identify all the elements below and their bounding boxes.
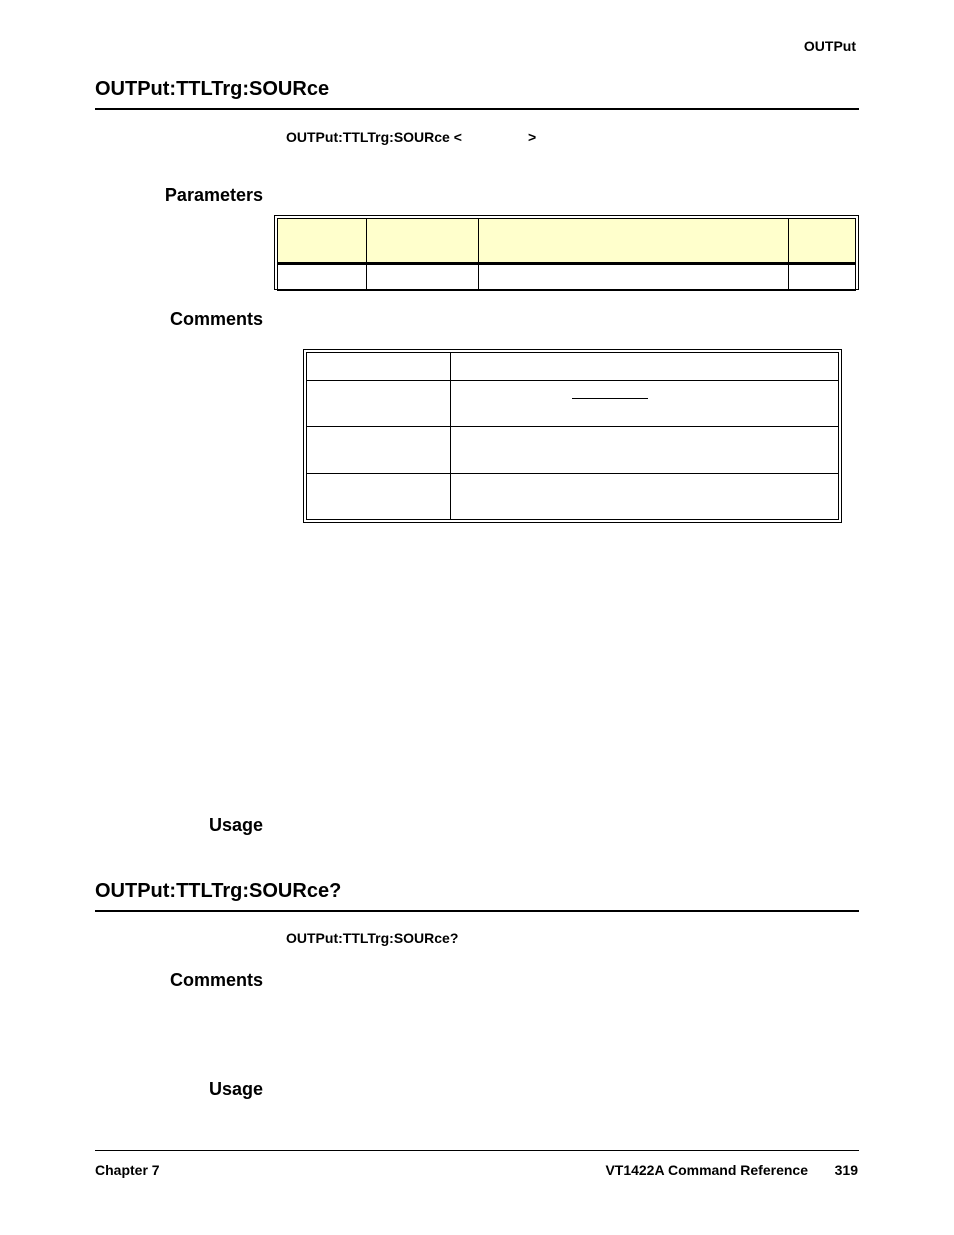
param-header-cell (789, 219, 856, 264)
comments-table-row (307, 381, 839, 427)
comments-cell (307, 473, 451, 519)
footer-page-number: 319 (834, 1162, 858, 1178)
section-rule-source (95, 108, 859, 110)
comments-cell (451, 473, 839, 519)
comments-table-row (307, 473, 839, 519)
param-cell (479, 264, 789, 291)
usage-heading-source: Usage (208, 815, 263, 835)
footer-reference-title: VT1422A Command Reference (605, 1162, 808, 1178)
comments-cell (451, 353, 839, 381)
parameters-table (274, 215, 859, 290)
param-header-cell (367, 219, 479, 264)
section-rule-source-query (95, 910, 859, 912)
parameters-table-header-row (278, 219, 856, 264)
running-head: OUTPut (803, 38, 856, 54)
section-title-source-query: OUTPut:TTLTrg:SOURce? (95, 880, 342, 902)
syntax-line-source: OUTPut:TTLTrg:SOURce < > (286, 129, 537, 145)
comments-cell (451, 427, 839, 473)
param-header-cell (479, 219, 789, 264)
footer-chapter: Chapter 7 (95, 1162, 160, 1178)
comments-cell (307, 353, 451, 381)
comments-cell (307, 427, 451, 473)
syntax-line-source-query: OUTPut:TTLTrg:SOURce? (286, 930, 459, 946)
comments-heading-source-query: Comments (169, 970, 263, 990)
param-cell (789, 264, 856, 291)
footer-rule (95, 1150, 859, 1151)
section-title-source: OUTPut:TTLTrg:SOURce (95, 78, 330, 100)
usage-heading-source-query: Usage (208, 1079, 263, 1099)
comments-table (303, 349, 842, 523)
comments-table-row (307, 427, 839, 473)
param-cell (278, 264, 367, 291)
parameters-heading: Parameters (164, 185, 263, 205)
parameters-table-row (278, 264, 856, 291)
comments-table-row (307, 353, 839, 381)
param-cell (367, 264, 479, 291)
param-header-cell (278, 219, 367, 264)
comments-cell (307, 381, 451, 427)
comments-heading-source: Comments (169, 309, 263, 329)
comments-cell (451, 381, 839, 427)
underline-mark (572, 398, 648, 399)
